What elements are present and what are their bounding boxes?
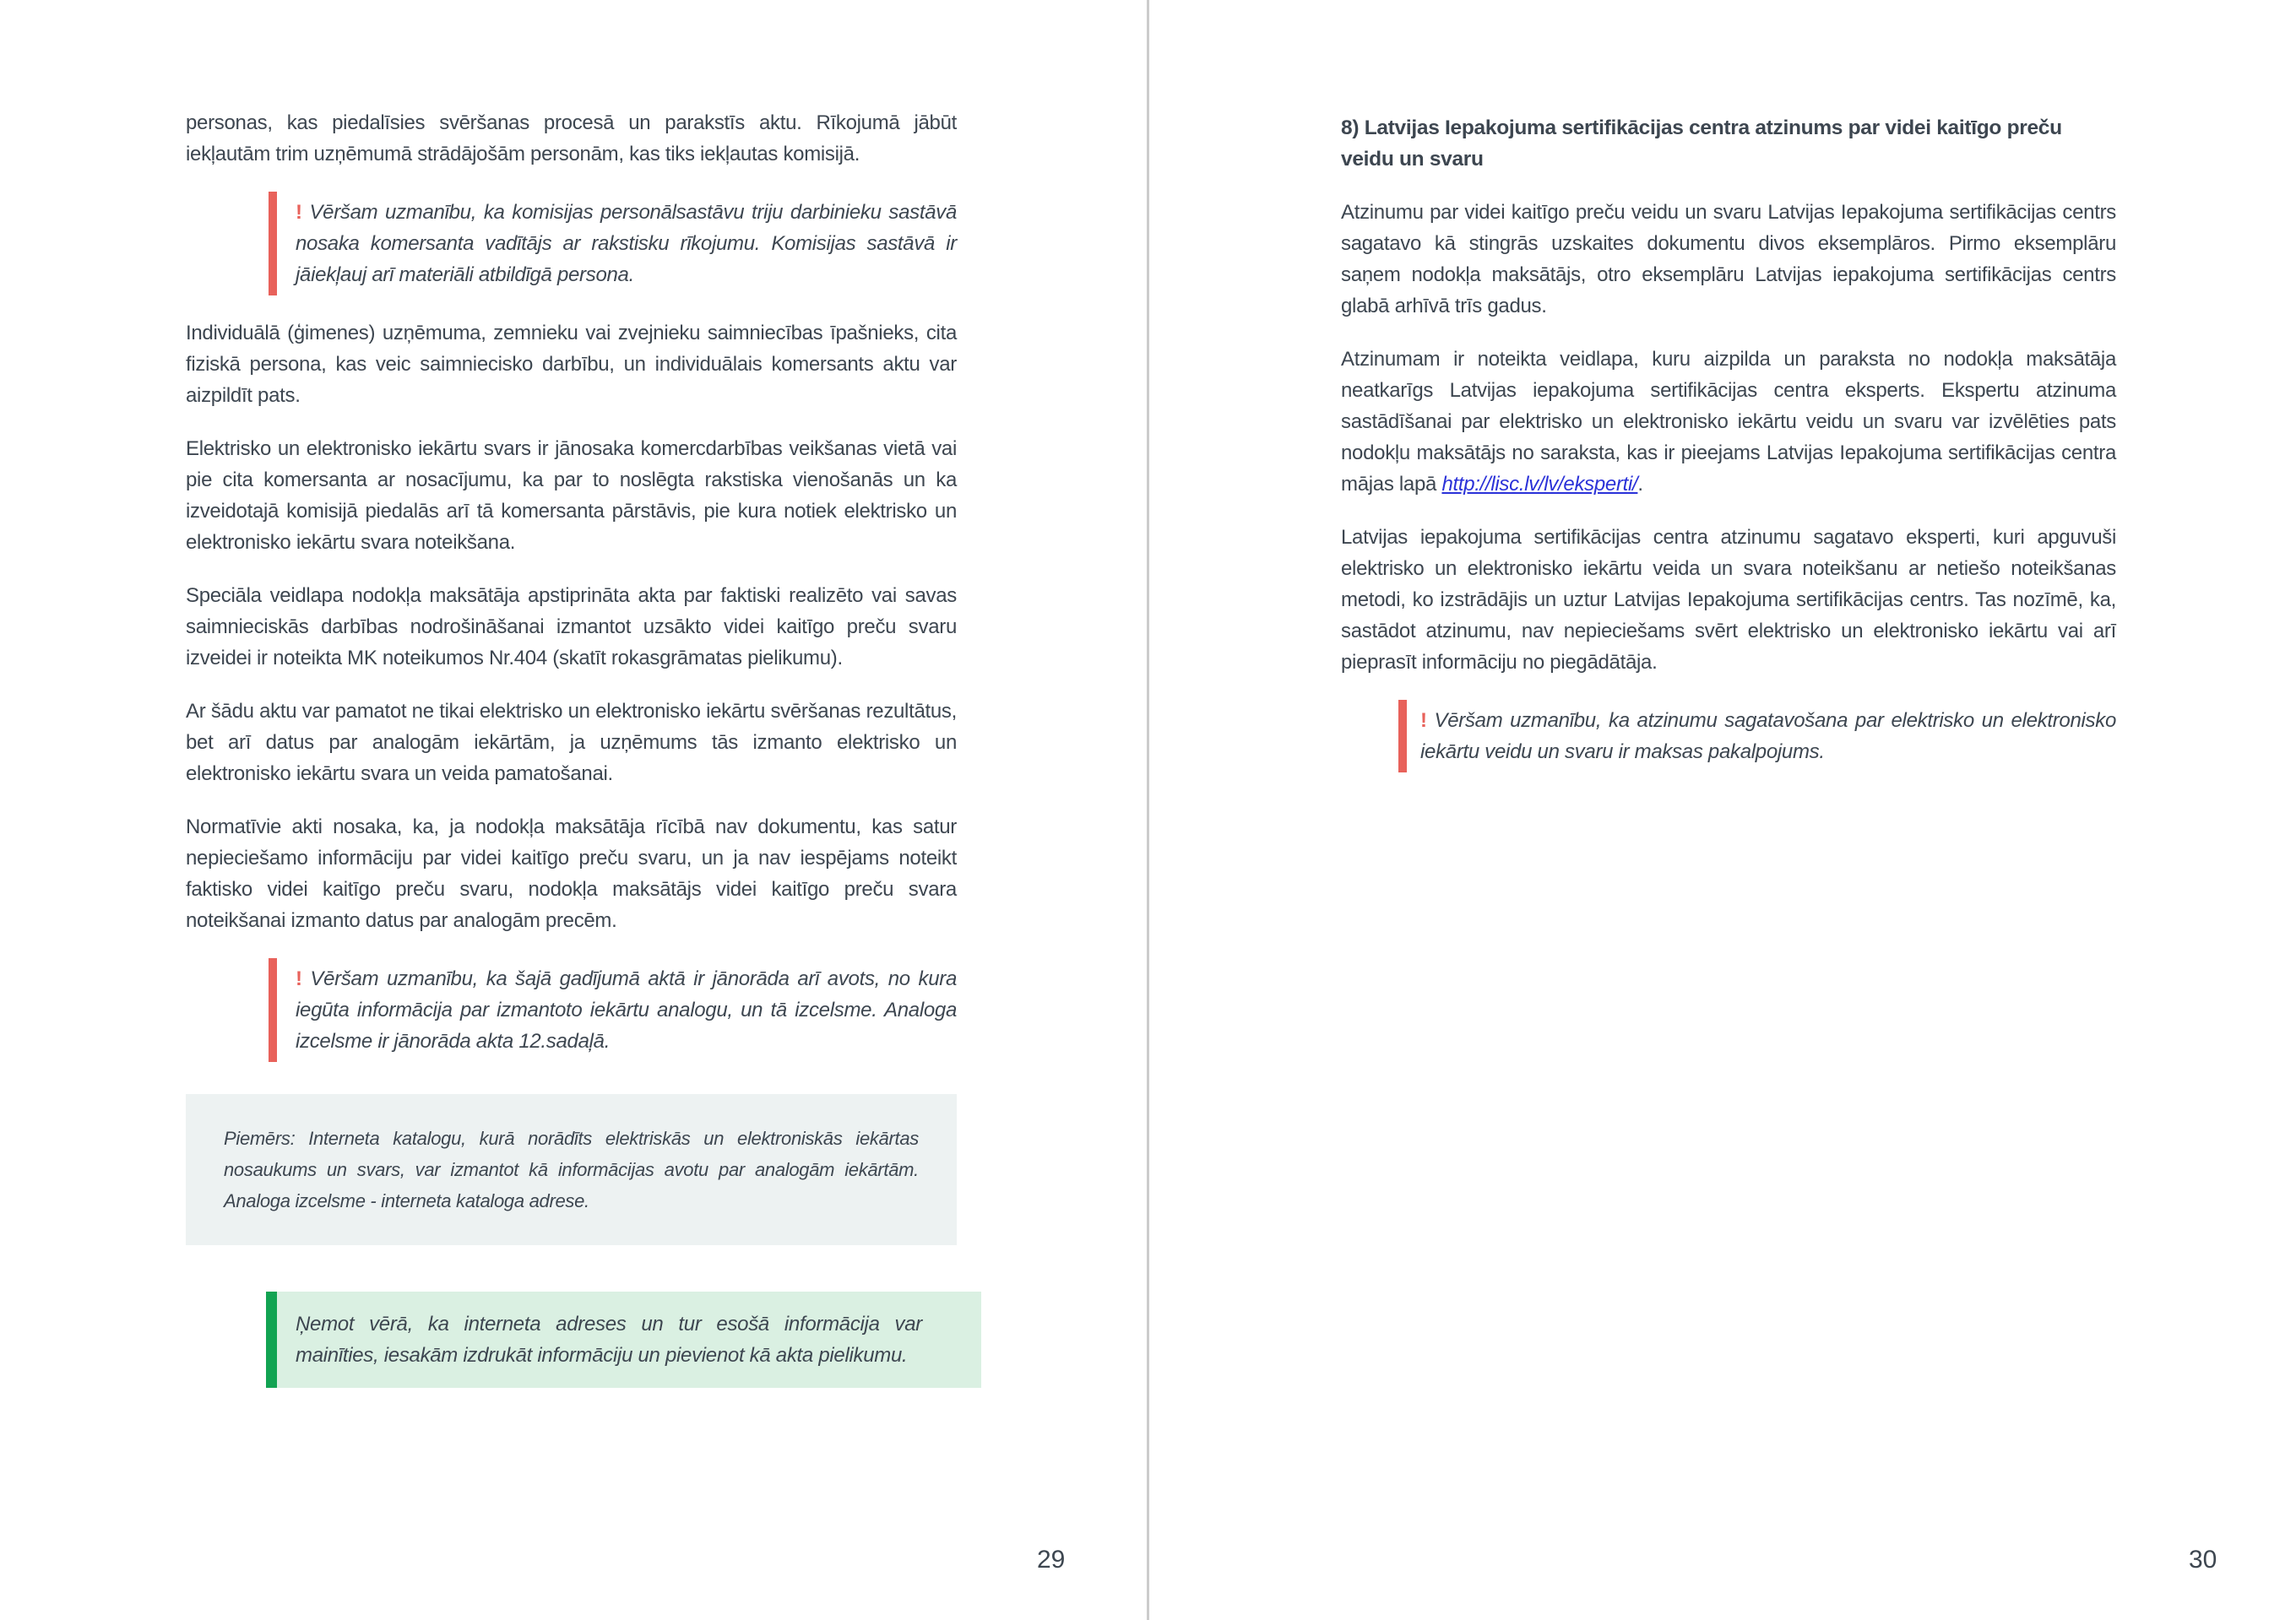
paragraph-text: Atzinumam ir noteikta veidlapa, kuru aizpilda un paraksta no nodokļa maksātāja neatkarīgs Latvijas iepakojuma sertifikācijas centra eksperts. Ekspertu atzinuma sastādīšanai par elektrisko un elektronisko iekārtu veidu un svaru var izvēlēties pats nodokļu maksātājs no saraksta, kas ir pieejams Latvijas Iepakojuma sertifikācijas centra mājas lapā <box>1341 348 2116 496</box>
warning-callout <box>269 958 957 1062</box>
warning-text: Vēršam uzmanību, ka komisijas personālsastāvu triju darbinieku sastāvā nosaka komersanta vadītājs ar rakstisku rīkojumu. Komisijas sastāvā ir jāiekļauj arī materiāli atbildīgā persona. <box>296 201 957 286</box>
page-divider <box>1147 0 1149 1620</box>
page-number-right: 30 <box>2189 1546 2217 1574</box>
warning-callout <box>269 192 957 295</box>
page-right <box>1341 112 2116 794</box>
example-text: Piemērs: Interneta katalogu, kurā norādīts elektriskās un elektroniskās iekārtas nosaukums un svars, var izmantot kā informācijas avotu par analogām iekārtām. Analoga izcelsme - interneta kataloga adrese. <box>224 1128 919 1211</box>
exclamation-icon: ! <box>296 967 302 990</box>
experts-list-link[interactable]: http://lisc.lv/lv/eksperti/ <box>1441 473 1638 496</box>
example-box <box>186 1094 957 1245</box>
page-number-left: 29 <box>1037 1546 1066 1574</box>
exclamation-icon: ! <box>1420 709 1427 732</box>
paragraph: Atzinumu par videi kaitīgo preču veidu un svaru Latvijas Iepakojuma sertifikācijas centrs sagatavo kā stingrās uzskaites dokumentu divos eksemplāros. Pirmo eksemplāru saņem nodokļa maksātājs, otro eksemplāru Latvijas iepakojuma sertifikācijas centrs glabā arhīvā trīs gadus. <box>1341 201 2116 317</box>
paragraph: personas, kas piedalīsies svēršanas procesā un parakstīs aktu. Rīkojumā jābūt iekļautām trim uzņēmumā strādājošām personām, kas tiks iekļautas komisijā. <box>186 111 957 165</box>
paragraph: Latvijas iepakojuma sertifikācijas centra atzinumu sagatavo eksperti, kuri apguvuši elektrisko un elektronisko iekārtu veida un svara noteikšanu ar netiešo noteikšanas metodi, ko izstrādājis un uztur Latvijas Iepakojuma sertifikācijas centrs. Tas nozīmē, ka, sastādot atzinumu, nav nepieciešams svērt elektrisko un elektronisko iekārtu vai arī pieprasīt informāciju no piegādātāja. <box>1341 526 2116 674</box>
paragraph: Speciāla veidlapa nodokļa maksātāja apstiprināta akta par faktiski realizēto vai savas saimnieciskās darbības nodrošināšanai izmantot uzsākto videi kaitīgo preču svaru izveidei ir noteikta MK noteikumos Nr.404 (skatīt rokasgrāmatas pielikumu). <box>186 584 957 669</box>
note-text: Ņemot vērā, ka interneta adreses un tur esošā informācija var mainīties, iesakām izdrukāt informāciju un pievienot kā akta pielikumu. <box>296 1313 922 1367</box>
paragraph: Elektrisko un elektronisko iekārtu svars ir jānosaka komercdarbības veikšanas vietā vai pie cita komersanta ar nosacījumu, ka par to noslēgta rakstiska vienošanās un ka izveidotajā komisijā piedalās arī tā komersanta pārstāvis, pie kura notiek elektrisko un elektronisko iekārtu svara noteikšana. <box>186 437 957 554</box>
section-heading: 8) Latvijas Iepakojuma sertifikācijas centra atzinums par videi kaitīgo preču veidu un svaru <box>1341 116 2062 171</box>
paragraph: Normatīvie akti nosaka, ka, ja nodokļa maksātāja rīcībā nav dokumentu, kas satur nepieciešamo informāciju par videi kaitīgo preču svaru, un ja nav iespējams noteikt faktisko videi kaitīgo preču svaru, nodokļa maksātājs videi kaitīgo preču svara noteikšanai izmanto datus par analogām precēm. <box>186 815 957 932</box>
paragraph <box>1341 344 2116 500</box>
exclamation-icon: ! <box>296 201 302 224</box>
paragraph-text: . <box>1637 473 1643 496</box>
warning-text: Vēršam uzmanību, ka šajā gadījumā aktā ir jānorāda arī avots, no kura iegūta informācija par izmantoto iekārtu analogu, un tā izcelsme. Analoga izcelsme ir jānorāda akta 12.sadaļā. <box>296 967 957 1053</box>
paragraph: Individuālā (ģimenes) uzņēmuma, zemnieku vai zvejnieku saimniecības īpašnieks, cita fiziskā persona, kas veic saimniecisko darbību, un individuālais komersants aktu var aizpildīt pats. <box>186 322 957 407</box>
note-box <box>266 1292 981 1388</box>
page-left <box>186 107 957 1388</box>
warning-callout <box>1398 700 2116 772</box>
paragraph: Ar šādu aktu var pamatot ne tikai elektrisko un elektronisko iekārtu svēršanas rezultātus, bet arī datus par analogām iekārtām, ja uzņēmums tās izmanto elektrisko un elektronisko iekārtu svara un veida pamatošanai. <box>186 700 957 785</box>
warning-text: Vēršam uzmanību, ka atzinumu sagatavošana par elektrisko un elektronisko iekārtu veidu un svaru ir maksas pakalpojums. <box>1420 709 2117 763</box>
